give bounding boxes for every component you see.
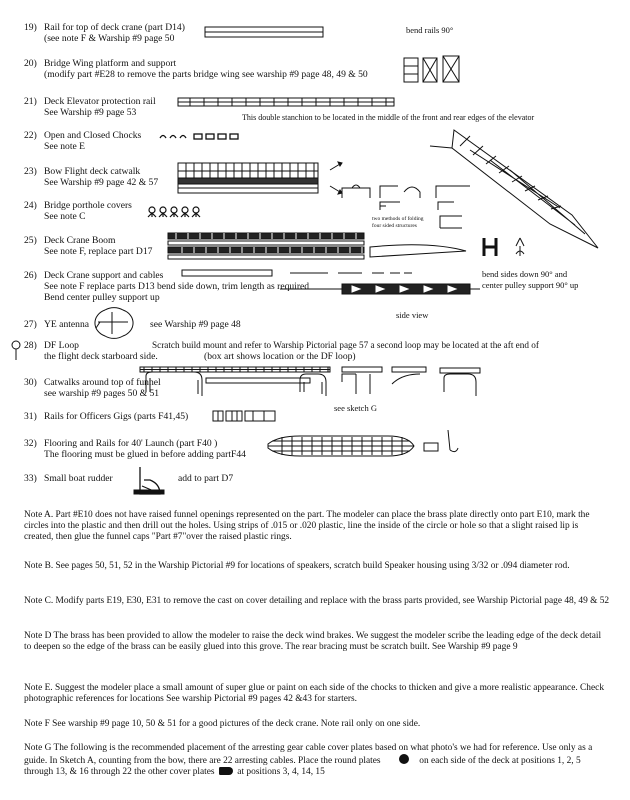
item-ref: add to part D7	[178, 473, 234, 484]
rudder-drawing	[134, 467, 164, 494]
annotation-double-stanchion: This double stanchion to be located in the middle of the front and rear edges of the elevator	[242, 113, 535, 122]
annotation-bend-sides: bend sides down 90° and	[482, 269, 568, 279]
note-d: Note D The brass has been provided to allow the modeler to raise the deck wind brakes. We suggest the modeler scribe the leading edge of the deck detail to deepen so the edge of the brass can be easily glued into this grove. The rear bracing must be scratch built. See Warship #9 page 9	[24, 631, 602, 653]
rail-drawing	[205, 27, 323, 37]
item-title: Deck Elevator protection rail	[44, 96, 156, 107]
note-c: Note C. Modify parts E19, E30, E31 to remove the cast on cover detailing and replace with the brass parts provided, see Warship Pictorial page 48, 49 & 52	[24, 596, 610, 606]
item-title: Rails for Officers Gigs (parts F41,45)	[44, 411, 189, 422]
bow-wing-drawing	[430, 130, 598, 248]
round-plate-icon	[399, 754, 409, 764]
note-f: Note F See warship #9 page 10, 50 & 51 for a good pictures of the deck crane. Note rail only on one side.	[24, 719, 421, 729]
note-b: Note B. See pages 50, 51, 52 in the Warship Pictorial #9 for locations of speakers, scratch build Speaker housing using 3/32 or .094 diameter rod.	[24, 561, 570, 571]
item-ref: see warship #9 pages 50 & 51	[44, 388, 160, 399]
item-title: Rail for top of deck crane (part D14)	[44, 22, 185, 33]
note-e: Note E. Suggest the modeler place a small amount of super glue or paint on each side of the chocks to thicken and give a more realistic appearance. Check photographic references for locations See warship Pictorial #9 pages 42 &43 for starters.	[24, 683, 605, 705]
note-g-text-3: each side of the deck at positions 1, 2, 5 through 13, & 16 through 22 the other cover plates	[24, 756, 581, 778]
item-title: Catwalks around top of funnel	[44, 377, 161, 388]
gigs-rails-drawing	[213, 411, 275, 421]
item-ref: see Warship #9 page 48	[150, 319, 241, 330]
item-ref: See Warship #9 page 42 & 57	[44, 177, 159, 188]
item-title: Deck Crane Boom	[44, 235, 116, 246]
item-ref: See note C	[44, 211, 86, 222]
item-title: Bow Flight deck catwalk	[44, 166, 141, 177]
annotation-side-view: side view	[396, 310, 429, 320]
crane-support-drawing	[182, 270, 480, 294]
item-number: 21)	[24, 96, 37, 107]
item-ref: (modify part #E28 to remove the parts bridge wing see warship #9 page 48, 49 & 50	[44, 69, 368, 80]
item-title: DF Loop	[44, 340, 79, 351]
funnel-catwalk-drawing	[140, 367, 480, 396]
item-ref: Scratch build mount and refer to Warship Pictorial page 57 a second loop may be located at the aft end of	[152, 340, 539, 350]
item-number: 27)	[24, 319, 37, 330]
item-ref: See note F replace parts D13 bend side down, trim length as required	[44, 281, 310, 292]
cover-plate-icon	[219, 767, 233, 775]
item-ref: See note F, replace part D17	[44, 246, 153, 257]
crane-boom-drawing	[168, 233, 524, 259]
item-title: Small boat rudder	[44, 473, 113, 484]
note-g	[24, 743, 610, 779]
annotation-bend-rails: bend rails 90°	[406, 25, 454, 35]
item-number: 24)	[24, 200, 37, 211]
item-number: 30)	[24, 377, 37, 388]
ye-antenna-drawing	[95, 308, 133, 339]
item-title: Bridge Wing platform and support	[44, 58, 177, 69]
item-title: Open and Closed Chocks	[44, 130, 142, 141]
note-a: Note A. Part #E10 does not have raised funnel openings represented on the part. The modeler can place the brass plate directly onto part E10, mark the circles into the plastic and then drill out the holes. Using strips of .015 or .020 plastic, line the inside of the circle or hole so that a slight raised lip is created, then glue the funnel caps "Part #7"over the raised plastic rings.	[24, 510, 590, 543]
item-ref: the flight deck starboard side.	[44, 351, 158, 362]
annotation-two-methods: two methods of folding	[372, 216, 424, 222]
note-g-text-1: Note G The following is the recommended placement of the arresting gear cable cover plates based on what photo's we had for reference. Use only as a guide. In Sketch A, counting from the bow, there are 22 arresting cables. Place the round plates	[24, 743, 593, 767]
item-ref: (box art shows location or the DF loop)	[204, 351, 356, 362]
item-number: 20)	[24, 58, 37, 69]
launch-flooring-drawing	[268, 430, 458, 456]
item-number: 23)	[24, 166, 37, 177]
annotation-see-sketch-g: see sketch G	[334, 403, 377, 413]
item-number: 22)	[24, 130, 37, 141]
chocks-drawing	[160, 134, 238, 139]
annotation-two-methods-2: four sided structures	[372, 223, 417, 229]
item-ref: Bend center pulley support up	[44, 292, 160, 303]
item-ref: See Warship #9 page 53	[44, 107, 137, 118]
item-number: 28)	[24, 340, 37, 351]
folding-sketch	[342, 185, 470, 228]
item-number: 33)	[24, 473, 37, 484]
note-g-text-4: at positions 3, 4, 14, 15	[237, 767, 325, 778]
wing-hatch	[460, 136, 561, 209]
bridge-wing-drawing	[404, 56, 459, 82]
item-number: 25)	[24, 235, 37, 246]
item-ref: (see note F & Warship #9 page 50	[44, 33, 175, 44]
item-title: Flooring and Rails for 40' Launch (part F40 )	[44, 438, 218, 449]
item-number: 26)	[24, 270, 37, 281]
df-loop-drawing	[12, 341, 20, 360]
item-ref: See note E	[44, 141, 86, 152]
item-title: YE antenna	[44, 319, 90, 330]
item-number: 32)	[24, 438, 37, 449]
elevator-rail-drawing	[178, 98, 394, 106]
bow-catwalk-drawing	[178, 162, 342, 194]
item-title: Bridge porthole covers	[44, 200, 132, 211]
note-g-text-2: on	[419, 756, 429, 767]
porthole-covers-drawing	[148, 207, 200, 217]
item-number: 31)	[24, 411, 37, 422]
item-ref: The flooring must be glued in before adding partF44	[44, 449, 246, 460]
annotation-center-pulley: center pulley support 90° up	[482, 280, 579, 290]
item-title: Deck Crane support and cables	[44, 270, 164, 281]
item-number: 19)	[24, 22, 37, 33]
